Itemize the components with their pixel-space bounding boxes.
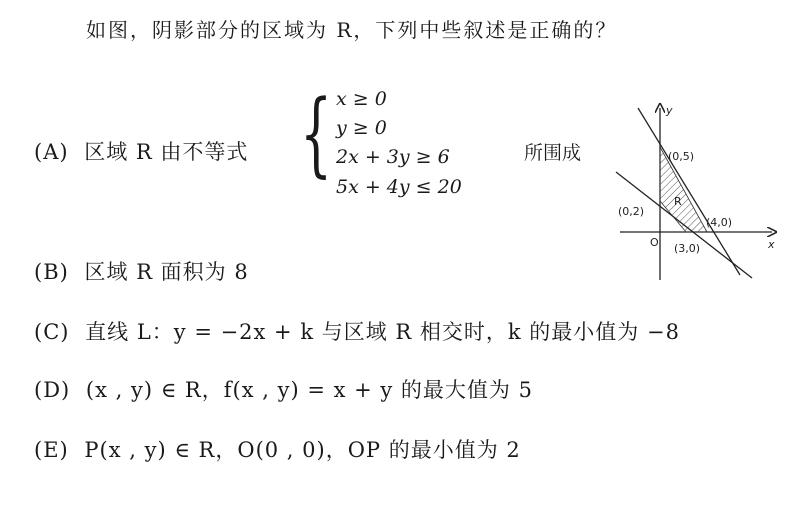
ineq-2: y ≥ 0 <box>336 117 387 139</box>
system-brace: { <box>300 80 333 187</box>
label-x: x <box>768 238 775 251</box>
option-c-label: (C) <box>34 320 70 344</box>
label-origin: O <box>650 236 659 249</box>
label-y: y <box>666 104 673 117</box>
option-d-label: (D) <box>34 378 71 402</box>
option-b <box>34 256 249 286</box>
label-region: R <box>674 195 682 208</box>
option-c <box>34 316 680 346</box>
option-e-text: P(x , y) ∈ R，O(0 , 0)，OP 的最小值为 2 <box>84 438 521 462</box>
option-a-text: 区域 R 由不等式 <box>84 140 249 164</box>
option-e-label: (E) <box>34 438 69 462</box>
option-a <box>34 136 248 166</box>
option-a-suffix: 所围成 <box>524 142 582 164</box>
ineq-3: 2x + 3y ≥ 6 <box>336 146 450 168</box>
label-p40: (4,0) <box>706 216 733 229</box>
question-title: 如图，阴影部分的区域为 R，下列中些叙述是正确的？ <box>86 18 618 42</box>
ineq-1: x ≥ 0 <box>336 88 387 110</box>
option-a-label: (A) <box>34 140 69 164</box>
label-p30: (3,0) <box>674 242 701 255</box>
option-e <box>34 434 521 464</box>
region-graph <box>610 100 780 290</box>
ineq-4: 5x + 4y ≤ 20 <box>336 176 462 198</box>
label-p02: (0,2) <box>618 205 645 218</box>
option-d <box>34 374 533 404</box>
option-c-text: 直线 L：y = −2x + k 与区域 R 相交时，k 的最小值为 −8 <box>85 320 680 344</box>
option-b-label: (B) <box>34 260 69 284</box>
option-b-text: 区域 R 面积为 8 <box>84 260 249 284</box>
label-p05: (0,5) <box>668 150 695 163</box>
option-d-text: (x , y) ∈ R，f(x , y) = x + y 的最大值为 5 <box>85 378 533 402</box>
